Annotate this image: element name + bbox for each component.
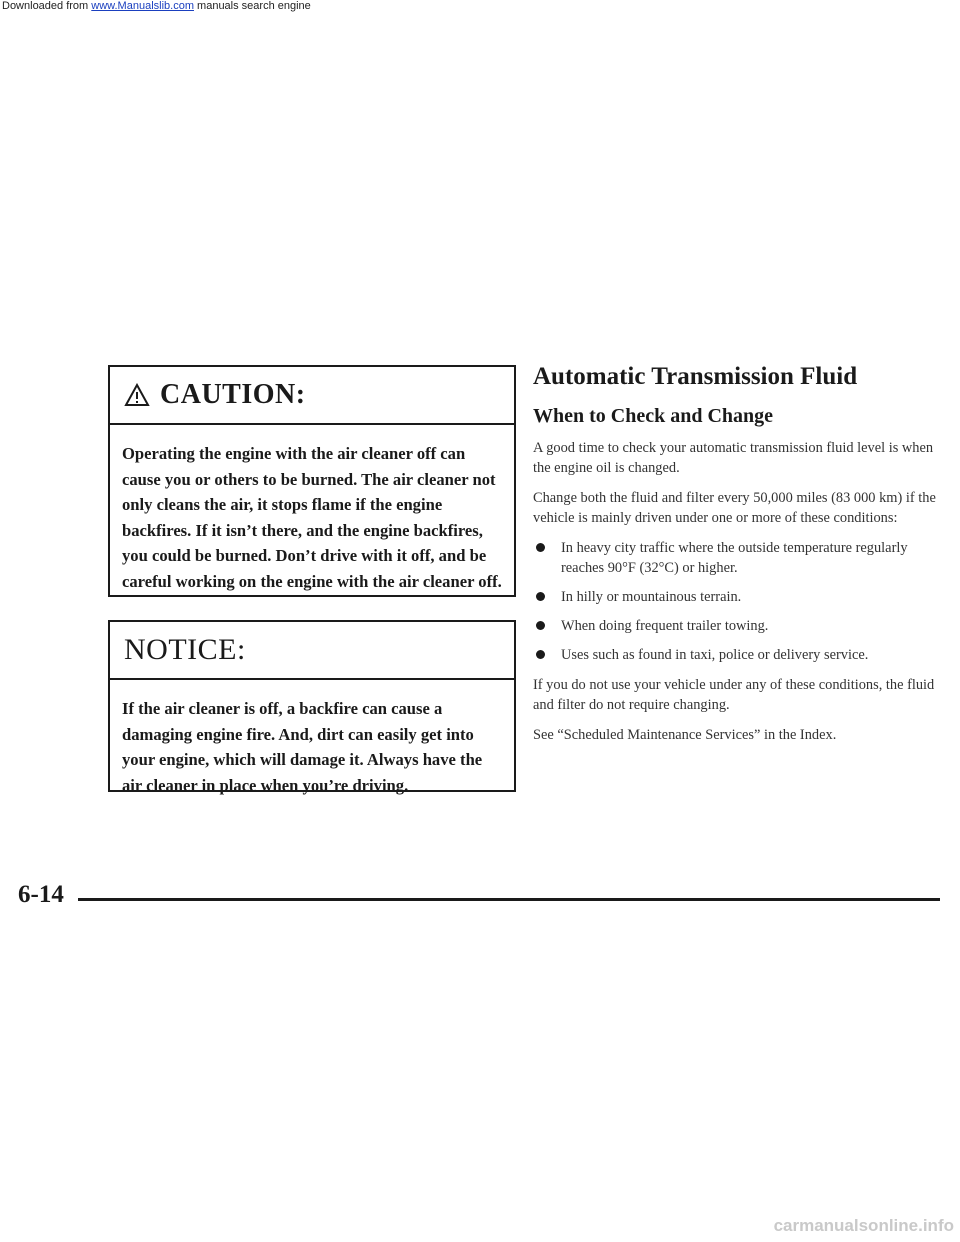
paragraph-no-change: If you do not use your vehicle under any of these conditions, the fluid and filter do not require changing. <box>533 677 935 713</box>
caution-box <box>108 365 516 597</box>
paragraph-change-interval: Change both the fluid and filter every 50,000 miles (83 000 km) if the vehicle is mainly driven under one or more of these conditions: <box>533 490 936 526</box>
section-subtitle: When to Check and Change <box>533 405 774 427</box>
warning-triangle-icon <box>124 383 150 407</box>
bullet-icon <box>536 621 545 630</box>
list-item: In heavy city traffic where the outside temperature regularly reaches 90°F (32°C) or higher. <box>533 538 943 578</box>
manualslib-link[interactable]: www.Manualslib.com <box>91 0 194 12</box>
notice-title: NOTICE: <box>110 622 514 680</box>
section-title: Automatic Transmission Fluid <box>533 363 858 390</box>
header-suffix: manuals search engine <box>193 0 311 12</box>
bullet-icon <box>536 592 545 601</box>
list-item: When doing frequent trailer towing. <box>533 616 943 636</box>
page-number: 6-14 <box>18 881 64 908</box>
caution-header <box>110 367 514 425</box>
caution-body: Operating the engine with the air cleaner off can cause you or others to be burned. The air cleaner not only cleans the air, it stops flame if the engine backfires. If it isn’t there, and the engine backfires, you could be burned. Don’t drive with it off, and be careful working on the engine with the air cleaner off. <box>122 444 502 591</box>
bullet-icon <box>536 650 545 659</box>
header-prefix: Downloaded from <box>2 0 89 12</box>
list-item: Uses such as found in taxi, police or delivery service. <box>533 645 943 665</box>
notice-box <box>108 620 516 795</box>
bullet-icon <box>536 543 545 552</box>
list-item: In hilly or mountainous terrain. <box>533 587 943 607</box>
conditions-list <box>533 538 943 665</box>
paragraph-see-index: See “Scheduled Maintenance Services” in the Index. <box>533 727 837 743</box>
notice-body: If the air cleaner is off, a backfire can cause a damaging engine fire. And, dirt can easily get into your engine, which will damage it. Always have the air cleaner in place when you’re driving. <box>122 699 483 795</box>
watermark-logo: carmanualsonline.info <box>773 1216 954 1235</box>
paragraph-check-time: A good time to check your automatic transmission fluid level is when the engine oil is changed. <box>533 440 934 476</box>
caution-title: CAUTION: <box>160 379 306 410</box>
download-header <box>0 0 960 12</box>
footer-rule <box>78 898 940 901</box>
transmission-section <box>533 360 943 755</box>
